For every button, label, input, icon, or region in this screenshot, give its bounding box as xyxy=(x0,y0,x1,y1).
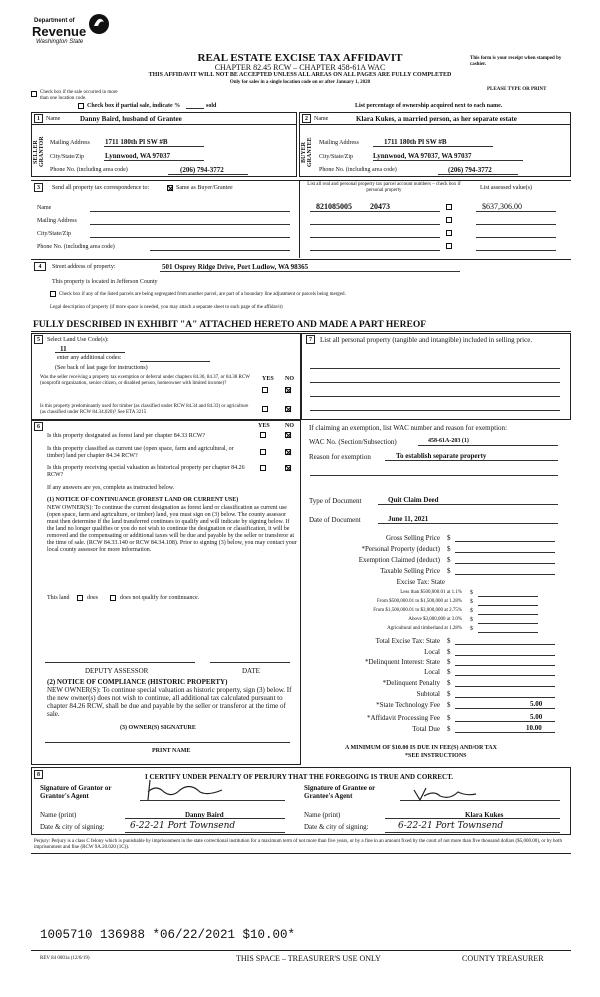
doc-type-value[interactable]: Quit Claim Deed xyxy=(388,496,439,504)
amount-line[interactable] xyxy=(455,563,555,564)
certify-text: I CERTIFY UNDER PENALTY OF PERJURY THAT THE FOREGOING IS TRUE AND CORRECT. xyxy=(145,773,454,781)
buyer-phone[interactable]: (206) 794-3772 xyxy=(448,166,492,174)
section-7-box xyxy=(301,333,571,420)
buyer-mail-label: Mailing Address xyxy=(319,140,359,146)
does-not-label: does not qualify for continuance. xyxy=(120,595,200,601)
personal-property-label: List all personal property (tangible and intangible) included in selling price. xyxy=(320,336,533,344)
property-address[interactable]: 501 Osprey Ridge Drive, Port Ludlow, WA 98365 xyxy=(162,263,309,271)
amount-line[interactable] xyxy=(455,655,555,656)
section-3-phone: Phone No. (including area code) xyxy=(37,244,115,250)
sold-label: sold xyxy=(206,103,217,109)
same-as-buyer-checkbox[interactable] xyxy=(167,185,173,191)
same-as-buyer-label: Same as Buyer/Grantee xyxy=(176,185,233,191)
historic-title: (2) NOTICE OF COMPLIANCE (HISTORIC PROPERTY) xyxy=(47,678,228,686)
continuance-body: NEW OWNER(S): To continue the current designation as forest land or classification as current use (open space, farm and agriculture, or timber) land, you must sign on (3) below. The county assessor must then determine if the land transferred continues to qualify and will indicate by signing below. If the land no longer qualifies or you do not wish to continue the designation or classification, it will be removed and the compensating or additional taxes will be due and payable by the seller or transferor at the time of sale. (RCW 84.33.140 or RCW 84.34.108). Prior to signing (3) below, you may contact your local county assessor for more information. xyxy=(47,505,297,553)
dollar-sign: $ xyxy=(447,679,451,687)
s6-q1: Is this property designated as forest land per chapter 84.33 RCW? xyxy=(47,433,206,439)
amount-line[interactable] xyxy=(455,686,555,687)
doc-type-label: Type of Document xyxy=(309,497,362,505)
s6-q1-yes[interactable] xyxy=(260,432,266,438)
rev-number: REV 84 0001a (12/6/19) xyxy=(40,956,90,961)
seller-mail-label: Mailing Address xyxy=(50,140,90,146)
exhibit-text: FULLY DESCRIBED IN EXHIBIT "A" ATTACHED HERETO AND MADE A PART HEREOF xyxy=(33,320,427,330)
perjury-text: Perjury: Perjury is a class C felony which is punishable by imprisonment in the state correctional institution for a maximum term of not more than five years, or by a fine in an amount fixed by the court of not more than five thousand dollars ($5,000.00), or by both imprisonment and fine (RCW 9A.20.020 (1C)). xyxy=(34,839,562,850)
buyer-name-label: Name xyxy=(314,116,329,122)
land-use-label: Select Land Use Code(s): xyxy=(47,337,109,343)
ownership-note: List percentage of ownership acquired next to each name. xyxy=(355,103,503,109)
grantor-date-label: Date & city of signing: xyxy=(40,823,105,831)
seller-side-label: SELLER GRANTOR xyxy=(33,136,45,168)
seller-mail[interactable]: 1711 180th Pl SW #B xyxy=(105,138,168,146)
assessed-header: List assessed value(s) xyxy=(480,185,532,191)
grantee-name-label: Name (print) xyxy=(304,811,341,819)
s5-q2-no[interactable] xyxy=(285,406,291,412)
s6-no: NO xyxy=(285,423,294,429)
section-3-number: 3 xyxy=(34,183,43,192)
section-6-number: 6 xyxy=(34,422,43,431)
amount-line[interactable] xyxy=(455,541,555,542)
subtotal-label: Subtotal xyxy=(416,690,440,698)
taxable-label: Taxable Selling Price xyxy=(380,567,440,575)
exemption-label: If claiming an exemption, list WAC number and reason for exemption: xyxy=(309,424,507,432)
dollar-sign: $ xyxy=(447,534,451,542)
delinq-state-label: *Delinquent Interest: State xyxy=(364,658,440,666)
assessed-value-1[interactable]: $637,306.00 xyxy=(482,202,522,211)
tier-1: Less than $500,000.01 at 1.1% xyxy=(400,590,462,595)
exemption-deduct-label: Exemption Claimed (deduct) xyxy=(358,556,440,564)
does-label: does xyxy=(87,595,98,601)
excise-label: Excise Tax: State xyxy=(396,578,445,586)
dollar-sign: $ xyxy=(447,668,451,676)
seller-name[interactable]: Danny Baird, husband of Grantee xyxy=(80,115,182,123)
dollar-sign: $ xyxy=(447,567,451,575)
tech-fee-label: *State Technology Fee xyxy=(376,701,440,709)
section-5-number: 5 xyxy=(34,335,43,344)
partial-sale-checkbox[interactable] xyxy=(78,103,84,109)
amount-line[interactable] xyxy=(455,552,555,553)
dollar-sign: $ xyxy=(447,658,451,666)
s6-q2-yes[interactable] xyxy=(260,449,266,455)
historic-body: NEW OWNER(S): To continue special valuation as historic property, sign (3) below. If the new owner(s) does not wish to continue, all additional tax calculated pursuant to chapter 84.26 RCW, shall be due and payable by the seller or transferor at the time of sale. xyxy=(47,686,292,718)
amount-line[interactable] xyxy=(455,697,555,698)
segregate-label: Check box if any of the listed parcels are being segregated from another parcel, are part of a boundary line adjustment or parcels being merged. xyxy=(59,292,346,297)
s5-no: NO xyxy=(285,376,294,382)
wac-label: WAC No. (Section/Subsection) xyxy=(309,438,397,446)
dollar-sign: $ xyxy=(447,648,451,656)
wac-value[interactable]: 458-61A-203 (1) xyxy=(428,438,469,444)
treasurer-stamp: 1005710 136988 *06/22/2021 $10.00* xyxy=(40,928,296,942)
tier-amount-line[interactable] xyxy=(478,605,538,606)
seller-city[interactable]: Lynnwood, WA 97037 xyxy=(105,152,171,160)
dollar-sign: $ xyxy=(470,599,473,605)
affidavit-fee-value[interactable]: 5.00 xyxy=(530,713,543,721)
seller-phone[interactable]: (206) 794-3772 xyxy=(180,166,224,174)
tier-amount-line[interactable] xyxy=(478,632,538,633)
minimum-note: A MINIMUM OF $10.00 IS DUE IN FEE(S) AND/OR TAX xyxy=(345,745,497,751)
total-due-label: Total Due xyxy=(412,725,440,733)
total-due-value[interactable]: 10.00 xyxy=(526,724,542,732)
s5-q2: Is this property predominantly used for timber (as classified under RCW 84.34 and 84.33) or agriculture (as classified under RCW 84.34.020)? See ETA 3215 xyxy=(40,404,249,415)
seller-city-label: City/State/Zip xyxy=(50,154,84,160)
delinq-penalty-label: *Delinquent Penalty xyxy=(382,679,440,687)
dollar-sign: $ xyxy=(447,701,451,709)
county-text: This property is located in Jefferson County xyxy=(52,279,158,285)
section-1-number: 1 xyxy=(34,114,43,123)
doc-date-label: Date of Document xyxy=(309,516,361,524)
county-treasurer: COUNTY TREASURER xyxy=(462,954,544,963)
grantor-date[interactable]: 6-22-21 Port Townsend xyxy=(130,821,236,831)
dollar-sign: $ xyxy=(470,626,473,632)
grantee-sig-label: Signature of Grantee or Grantee's Agent xyxy=(304,784,376,800)
land-use-code[interactable]: 11 xyxy=(60,345,67,353)
see-instructions: (See back of last page for instructions) xyxy=(55,365,148,371)
section-3-mail: Mailing Address xyxy=(37,218,77,224)
s6-q3-no[interactable] xyxy=(285,465,291,471)
grantee-name[interactable]: Klara Kukes xyxy=(465,811,504,819)
type-print: PLEASE TYPE OR PRINT xyxy=(487,87,547,92)
s5-q1: Was the seller receiving a property tax exemption or deferral under chapters 84.36, 84.37, or 84.38 RCW (nonprofit organization, senior citizen, or disabled person, homeowner with limited income)? xyxy=(40,375,250,386)
dollar-sign: $ xyxy=(447,690,451,698)
buyer-city[interactable]: Lynnwood, WA 97037, WA 97037 xyxy=(373,152,472,160)
does-checkbox[interactable] xyxy=(77,595,83,601)
reason-value[interactable]: To establish separate property xyxy=(396,452,487,460)
dollar-sign: $ xyxy=(447,637,451,645)
dollar-sign: $ xyxy=(470,608,473,614)
gross-label: Gross Selling Price xyxy=(385,534,440,542)
segregate-checkbox[interactable] xyxy=(50,291,56,297)
dollar-sign: $ xyxy=(470,590,473,596)
multi-location-checkbox[interactable] xyxy=(31,91,37,97)
grantee-date[interactable]: 6-22-21 Port Townsend xyxy=(398,821,504,831)
washington-logo-icon xyxy=(88,12,110,38)
form-title: REAL ESTATE EXCISE TAX AFFIDAVIT xyxy=(197,52,403,64)
receipt-note: This form is your receipt when stamped by cashier. xyxy=(470,56,562,67)
personal-property-checkbox-4[interactable] xyxy=(446,243,452,249)
section-3-label: Send all property tax correspondence to: xyxy=(52,185,150,191)
form-note: Only for sales in a single location code on or after January 1, 2020 xyxy=(229,80,371,85)
tier-3: From $1,500,000.01 to $3,000,000 at 2.75% xyxy=(373,608,462,613)
buyer-phone-label: Phone No. (including area code) xyxy=(319,167,397,173)
s5-q2-yes[interactable] xyxy=(262,406,268,412)
buyer-name[interactable]: Klara Kukes, a married person, as her separate estate xyxy=(356,115,517,123)
logo-line2: Revenue xyxy=(32,24,87,39)
doc-date-value[interactable]: June 11, 2021 xyxy=(388,515,429,523)
treasurer-space: THIS SPACE – TREASURER'S USE ONLY xyxy=(236,954,381,963)
multi-location-label: Check box if the sale occurred in more than one location code. xyxy=(40,90,118,101)
buyer-mail[interactable]: 1711 180th Pl SW #B xyxy=(384,138,447,146)
buyer-side-label: BUYER GRANTEE xyxy=(301,137,313,167)
section-3-name: Name xyxy=(37,205,52,211)
amount-line[interactable] xyxy=(455,665,555,666)
legal-desc-label: Legal description of property (if more space is needed, you may attach a separate sheet to each page of the affidavit) xyxy=(50,305,283,310)
s6-q3-yes[interactable] xyxy=(260,465,266,471)
tier-amount-line[interactable] xyxy=(478,623,538,624)
grantor-name-label: Name (print) xyxy=(40,811,77,819)
see-instructions-note: *SEE INSTRUCTIONS xyxy=(405,753,467,759)
tier-5: Agricultural and timberland at 1.28% xyxy=(387,626,462,631)
print-name-label: PRINT NAME xyxy=(152,748,191,754)
this-land-label: This land xyxy=(47,595,70,601)
delinq-local-label: Local xyxy=(424,668,440,676)
tier-amount-line[interactable] xyxy=(478,614,538,615)
section-4-label: Street address of property: xyxy=(52,264,116,270)
s6-q1-no[interactable] xyxy=(285,432,291,438)
reason-label: Reason for exemption xyxy=(309,453,371,461)
amount-line[interactable] xyxy=(455,721,555,722)
s6-q2: Is this property classified as current use (open space, farm and agricultural, or timber) land per chapter 84.34 RCW? xyxy=(47,446,234,459)
s5-q1-no[interactable] xyxy=(285,387,291,393)
assessor-date: DATE xyxy=(242,667,260,675)
parcel-number-2[interactable]: 20473 xyxy=(370,202,390,211)
total-state-label: Total Excise Tax: State xyxy=(375,637,440,645)
tier-4: Above $3,000,000 at 3.0% xyxy=(408,617,462,622)
s5-yes: YES xyxy=(262,376,274,382)
seller-name-label: Name xyxy=(46,116,61,122)
does-not-checkbox[interactable] xyxy=(110,595,116,601)
grantor-sig-label: Signature of Grantor or Grantor's Agent xyxy=(40,784,112,800)
additional-codes-label: enter any additional codes: xyxy=(57,355,122,361)
parcels-header: List all real and personal property tax parcel account numbers – check box if personal property xyxy=(307,182,461,193)
deputy-assessor: DEPUTY ASSESSOR xyxy=(85,667,149,675)
tech-fee-value[interactable]: 5.00 xyxy=(530,700,543,708)
s6-yes: YES xyxy=(258,423,270,429)
s6-q2-no[interactable] xyxy=(285,449,291,455)
personal-property-checkbox-2[interactable] xyxy=(446,217,452,223)
logo xyxy=(30,12,100,52)
tier-2: From $500,000.01 to $1,500,000 at 1.28% xyxy=(377,599,462,604)
logo-line1: Department of xyxy=(34,18,75,24)
dollar-sign: $ xyxy=(447,556,451,564)
buyer-city-label: City/State/Zip xyxy=(319,154,353,160)
amount-line[interactable] xyxy=(455,675,555,676)
section-8-number: 8 xyxy=(34,770,43,779)
parcel-number-1[interactable]: 821085005 xyxy=(316,202,352,211)
s6-if-yes: If any answers are yes, complete as instructed below. xyxy=(47,485,175,491)
grantee-signature xyxy=(410,786,490,802)
dollar-sign: $ xyxy=(447,714,451,722)
s5-q1-yes[interactable] xyxy=(262,387,268,393)
section-3-city: City/State/Zip xyxy=(37,231,71,237)
amount-line[interactable] xyxy=(455,708,555,709)
seller-phone-label: Phone No. (including area code) xyxy=(50,167,128,173)
personal-deduct-label: *Personal Property (deduct) xyxy=(361,545,440,553)
local-label: Local xyxy=(424,648,440,656)
amount-line[interactable] xyxy=(455,732,555,733)
partial-sale-label: Check box if partial sale, indicate % xyxy=(87,103,181,109)
dollar-sign: $ xyxy=(447,725,451,733)
grantor-signature xyxy=(142,776,252,802)
logo-line3: Washington State xyxy=(36,39,84,45)
form-subtitle: CHAPTER 82.45 RCW – CHAPTER 458-61A WAC xyxy=(214,63,386,72)
amount-line[interactable] xyxy=(455,644,555,645)
grantor-name[interactable]: Danny Baird xyxy=(185,811,224,819)
s6-q3: Is this property receiving special valuation as historical property per chapter 84.26 RCW? xyxy=(47,465,245,478)
personal-property-checkbox-1[interactable] xyxy=(446,204,452,210)
owner-signature-label: (3) OWNER(S) SIGNATURE xyxy=(120,725,196,731)
dollar-sign: $ xyxy=(447,545,451,553)
grantee-date-label: Date & city of signing: xyxy=(304,823,369,831)
section-2-number: 2 xyxy=(302,114,311,123)
personal-property-checkbox-3[interactable] xyxy=(446,230,452,236)
dollar-sign: $ xyxy=(470,617,473,623)
tier-amount-line[interactable] xyxy=(478,596,538,597)
section-4-number: 4 xyxy=(34,262,46,271)
section-7-number: 7 xyxy=(306,335,315,344)
affidavit-fee-label: *Affidavit Processing Fee xyxy=(367,714,440,722)
continuance-title: (1) NOTICE OF CONTINUANCE (FOREST LAND OR CURRENT USE) xyxy=(47,497,239,503)
amount-line[interactable] xyxy=(455,574,555,575)
form-warning: THIS AFFIDAVIT WILL NOT BE ACCEPTED UNLESS ALL AREAS ON ALL PAGES ARE FULLY COMPLETED xyxy=(148,72,452,78)
